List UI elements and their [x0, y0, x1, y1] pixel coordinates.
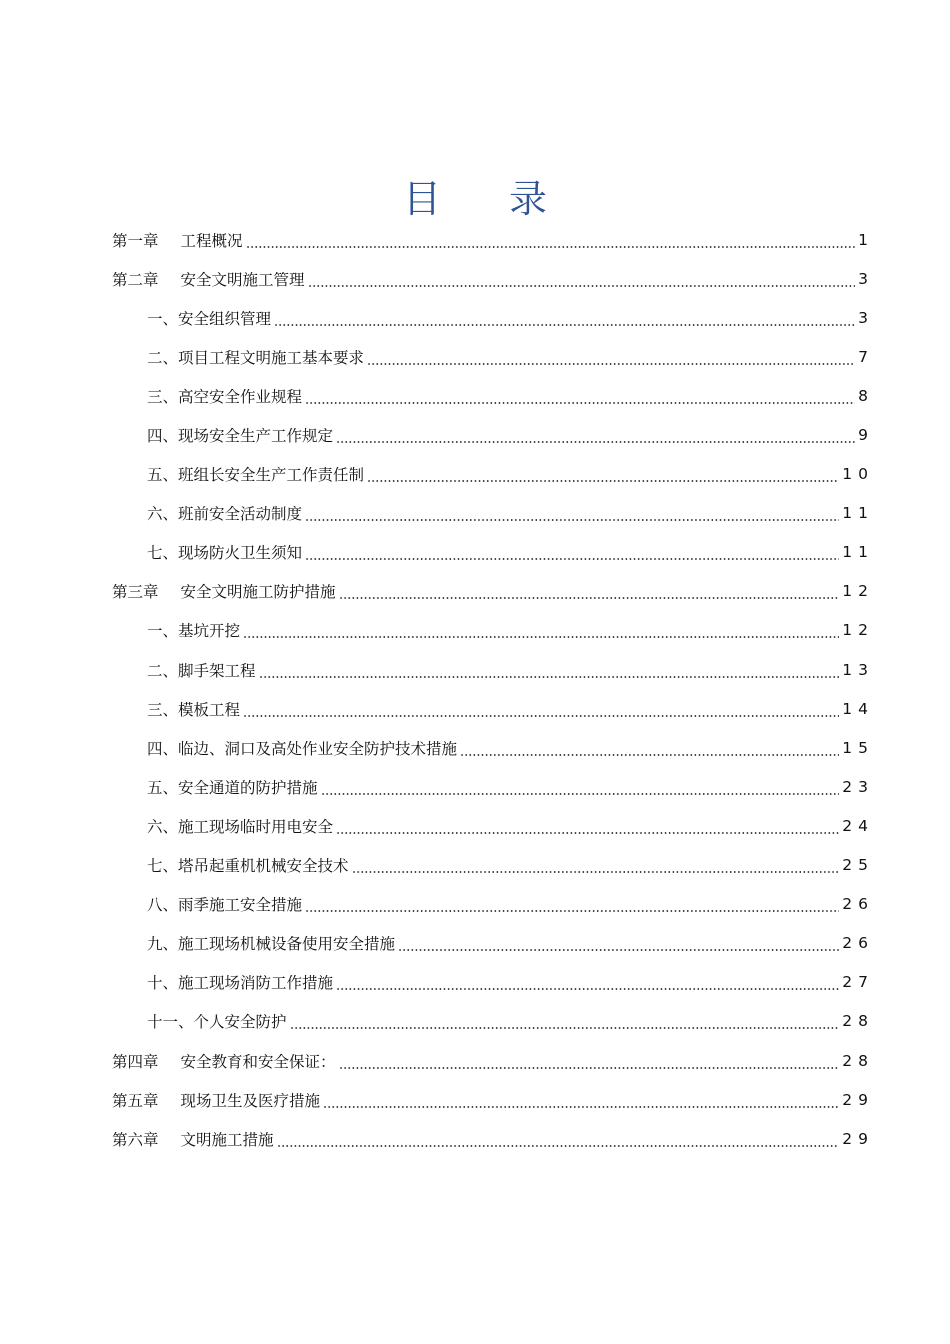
toc-section-entry[interactable] [112, 689, 874, 728]
dot-leader [367, 352, 855, 366]
dot-leader [305, 508, 839, 522]
dot-leader [367, 469, 839, 483]
page-number: 15 [842, 738, 874, 757]
entry-title: 安全文明施工管理 [180, 270, 305, 289]
entry-title: 一、基坑开挖 [147, 622, 241, 641]
dot-leader [259, 665, 840, 679]
dot-leader [308, 274, 856, 288]
entry-title: 六、班前安全活动制度 [147, 505, 303, 524]
page-number: 25 [842, 856, 874, 875]
entry-title: 十一、个人安全防护 [147, 1013, 287, 1032]
dot-leader [398, 938, 839, 952]
toc-section-entry[interactable] [112, 846, 874, 885]
page-number: 29 [842, 1129, 874, 1148]
dot-leader [336, 977, 839, 991]
toc-section-entry[interactable] [112, 455, 874, 494]
entry-title: 五、安全通道的防护措施 [147, 778, 318, 797]
page-number: 12 [842, 582, 874, 601]
page-number: 1 [858, 230, 874, 249]
dot-leader [246, 235, 856, 249]
entry-title: 七、现场防火卫生须知 [147, 544, 303, 563]
chapter-number: 第三章 [112, 583, 159, 602]
dot-leader [323, 1095, 839, 1109]
page-number: 26 [842, 934, 874, 953]
toc-chapter-entry[interactable] [112, 1041, 874, 1080]
page-number: 27 [842, 973, 874, 992]
page-number: 23 [842, 777, 874, 796]
entry-title: 三、高空安全作业规程 [147, 387, 303, 406]
toc-chapter-entry[interactable] [112, 1080, 874, 1119]
dot-leader [305, 547, 839, 561]
dot-leader [243, 625, 839, 639]
page-number: 11 [842, 504, 874, 523]
toc-chapter-entry[interactable] [112, 1119, 874, 1158]
entry-title: 二、脚手架工程 [147, 661, 256, 680]
toc-chapter-entry[interactable] [112, 220, 874, 259]
entry-title: 四、临边、洞口及高处作业安全防护技术措施 [147, 739, 458, 758]
entry-title: 文明施工措施 [180, 1130, 274, 1149]
dot-leader [336, 430, 855, 444]
dot-leader [460, 743, 839, 757]
entry-title: 九、施工现场机械设备使用安全措施 [147, 935, 396, 954]
toc-title: 目 录 [402, 177, 576, 221]
toc-section-entry[interactable] [112, 494, 874, 533]
dot-leader [243, 704, 839, 718]
page-number: 28 [842, 1012, 874, 1031]
toc-section-entry[interactable] [112, 885, 874, 924]
toc-section-entry[interactable] [112, 767, 874, 806]
toc-chapter-entry[interactable] [112, 259, 874, 298]
entry-title: 六、施工现场临时用电安全 [147, 817, 334, 836]
page-number: 12 [842, 621, 874, 640]
dot-leader [305, 899, 839, 913]
dot-leader [274, 313, 855, 327]
page-number: 13 [842, 660, 874, 679]
chapter-number: 第二章 [112, 270, 159, 289]
page-number: 24 [842, 816, 874, 835]
page-number: 7 [858, 347, 874, 366]
toc-section-entry[interactable] [112, 415, 874, 454]
chapter-number: 第四章 [112, 1052, 159, 1071]
chapter-number: 第五章 [112, 1091, 159, 1110]
dot-leader [352, 860, 840, 874]
page-number: 28 [842, 1051, 874, 1070]
entry-title: 安全教育和安全保证： [180, 1052, 336, 1071]
page-number: 3 [858, 269, 874, 288]
entry-title: 十、施工现场消防工作措施 [147, 974, 334, 993]
entry-title: 现场卫生及医疗措施 [180, 1091, 321, 1110]
page-number: 8 [858, 386, 874, 405]
toc-section-entry[interactable] [112, 728, 874, 767]
page-number: 26 [842, 895, 874, 914]
toc-section-entry[interactable] [112, 376, 874, 415]
dot-leader [339, 1056, 840, 1070]
chapter-number: 第一章 [112, 231, 159, 250]
page-number: 14 [842, 699, 874, 718]
dot-leader [339, 586, 840, 600]
entry-title: 安全文明施工防护措施 [180, 583, 336, 602]
dot-leader [277, 1134, 840, 1148]
toc-section-entry[interactable] [112, 650, 874, 689]
entry-title: 一、安全组织管理 [147, 309, 272, 328]
dot-leader [290, 1016, 840, 1030]
entry-title: 四、现场安全生产工作规定 [147, 427, 334, 446]
toc-chapter-entry[interactable] [112, 572, 874, 611]
entry-title: 三、模板工程 [147, 700, 241, 719]
dot-leader [336, 821, 839, 835]
entry-title: 工程概况 [180, 231, 243, 250]
toc-section-entry[interactable] [112, 963, 874, 1002]
toc-section-entry[interactable] [112, 924, 874, 963]
toc-section-entry[interactable] [112, 337, 874, 376]
toc-section-entry[interactable] [112, 1002, 874, 1041]
entry-title: 七、塔吊起重机机械安全技术 [147, 857, 349, 876]
page-number: 29 [842, 1090, 874, 1109]
entry-title: 八、雨季施工安全措施 [147, 896, 303, 915]
page-number: 9 [858, 426, 874, 445]
page-number: 10 [842, 465, 874, 484]
dot-leader [305, 391, 855, 405]
page-number: 11 [842, 543, 874, 562]
entry-title: 五、班组长安全生产工作责任制 [147, 466, 365, 485]
dot-leader [321, 782, 840, 796]
toc-section-entry[interactable] [112, 298, 874, 337]
toc-list [112, 220, 874, 1158]
toc-section-entry[interactable] [112, 806, 874, 845]
page-number: 3 [858, 308, 874, 327]
chapter-number: 第六章 [112, 1130, 159, 1149]
toc-section-entry[interactable] [112, 611, 874, 650]
toc-section-entry[interactable] [112, 533, 874, 572]
entry-title: 二、项目工程文明施工基本要求 [147, 348, 365, 367]
